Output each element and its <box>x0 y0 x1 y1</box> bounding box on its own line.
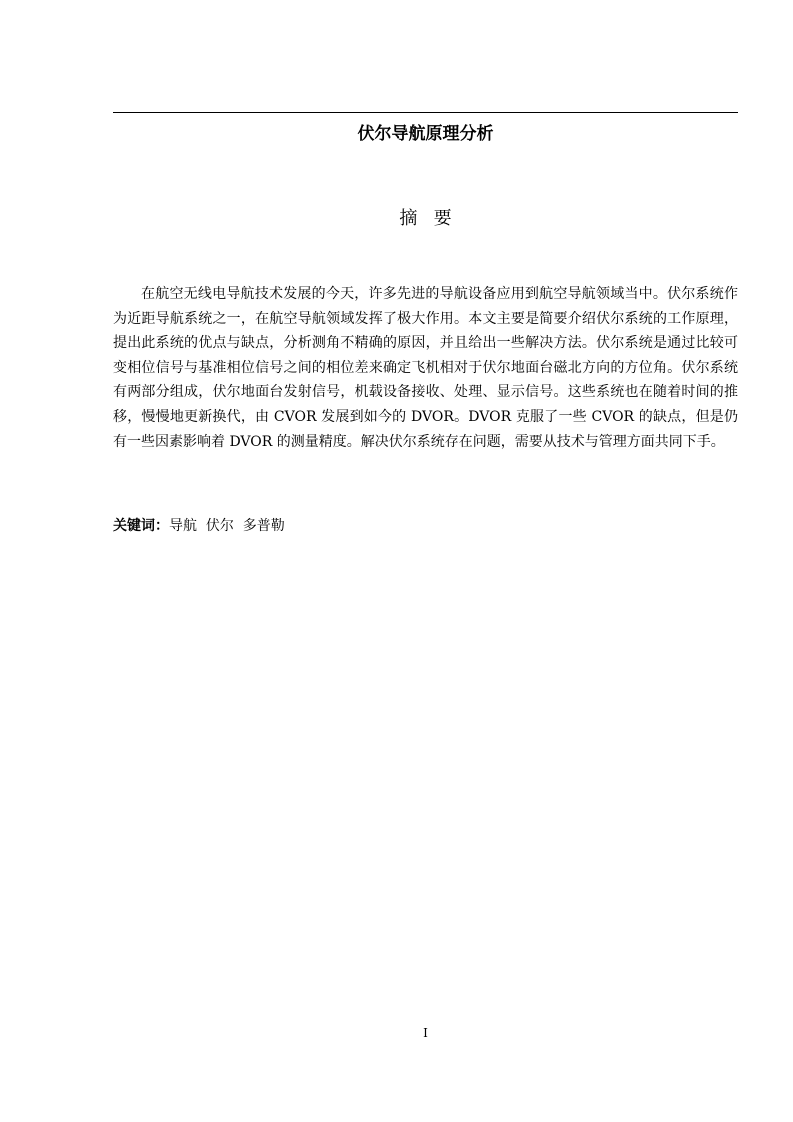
abstract-body: 在航空无线电导航技术发展的今天，许多先进的导航设备应用到航空导航领域当中。伏尔系统作为近距导航系统之一，在航空导航领域发挥了极大作用。本文主要是简要介绍伏尔系统的工作原理，提出此系统的优点与缺点，分析测角不精确的原因，并且给出一些解决方法。伏尔系统是通过比较可变相位信号与基准相位信号之间的相位差来确定飞机相对于伏尔地面台磁北方向的方位角。伏尔系统有两部分组成，伏尔地面台发射信号，机载设备接收、处理、显示信号。这些系统也在随着时间的推移，慢慢地更新换代，由 CVOR 发展到如今的 DVOR。DVOR 克服了一些 CVOR 的缺点，但是仍有一些因素影响着 DVOR 的测量精度。解决伏尔系统存在问题，需要从技术与管理方面共同下手。 <box>113 286 738 450</box>
keywords-line <box>113 514 738 538</box>
document-title: 伏尔导航原理分析 <box>357 124 494 144</box>
page-number: I <box>423 1026 428 1040</box>
header-rule <box>113 112 738 113</box>
keywords-label: 关键词： <box>113 518 169 534</box>
keywords-text: 导航 伏尔 多普勒 <box>169 518 285 534</box>
abstract-heading: 摘要 <box>399 208 468 229</box>
